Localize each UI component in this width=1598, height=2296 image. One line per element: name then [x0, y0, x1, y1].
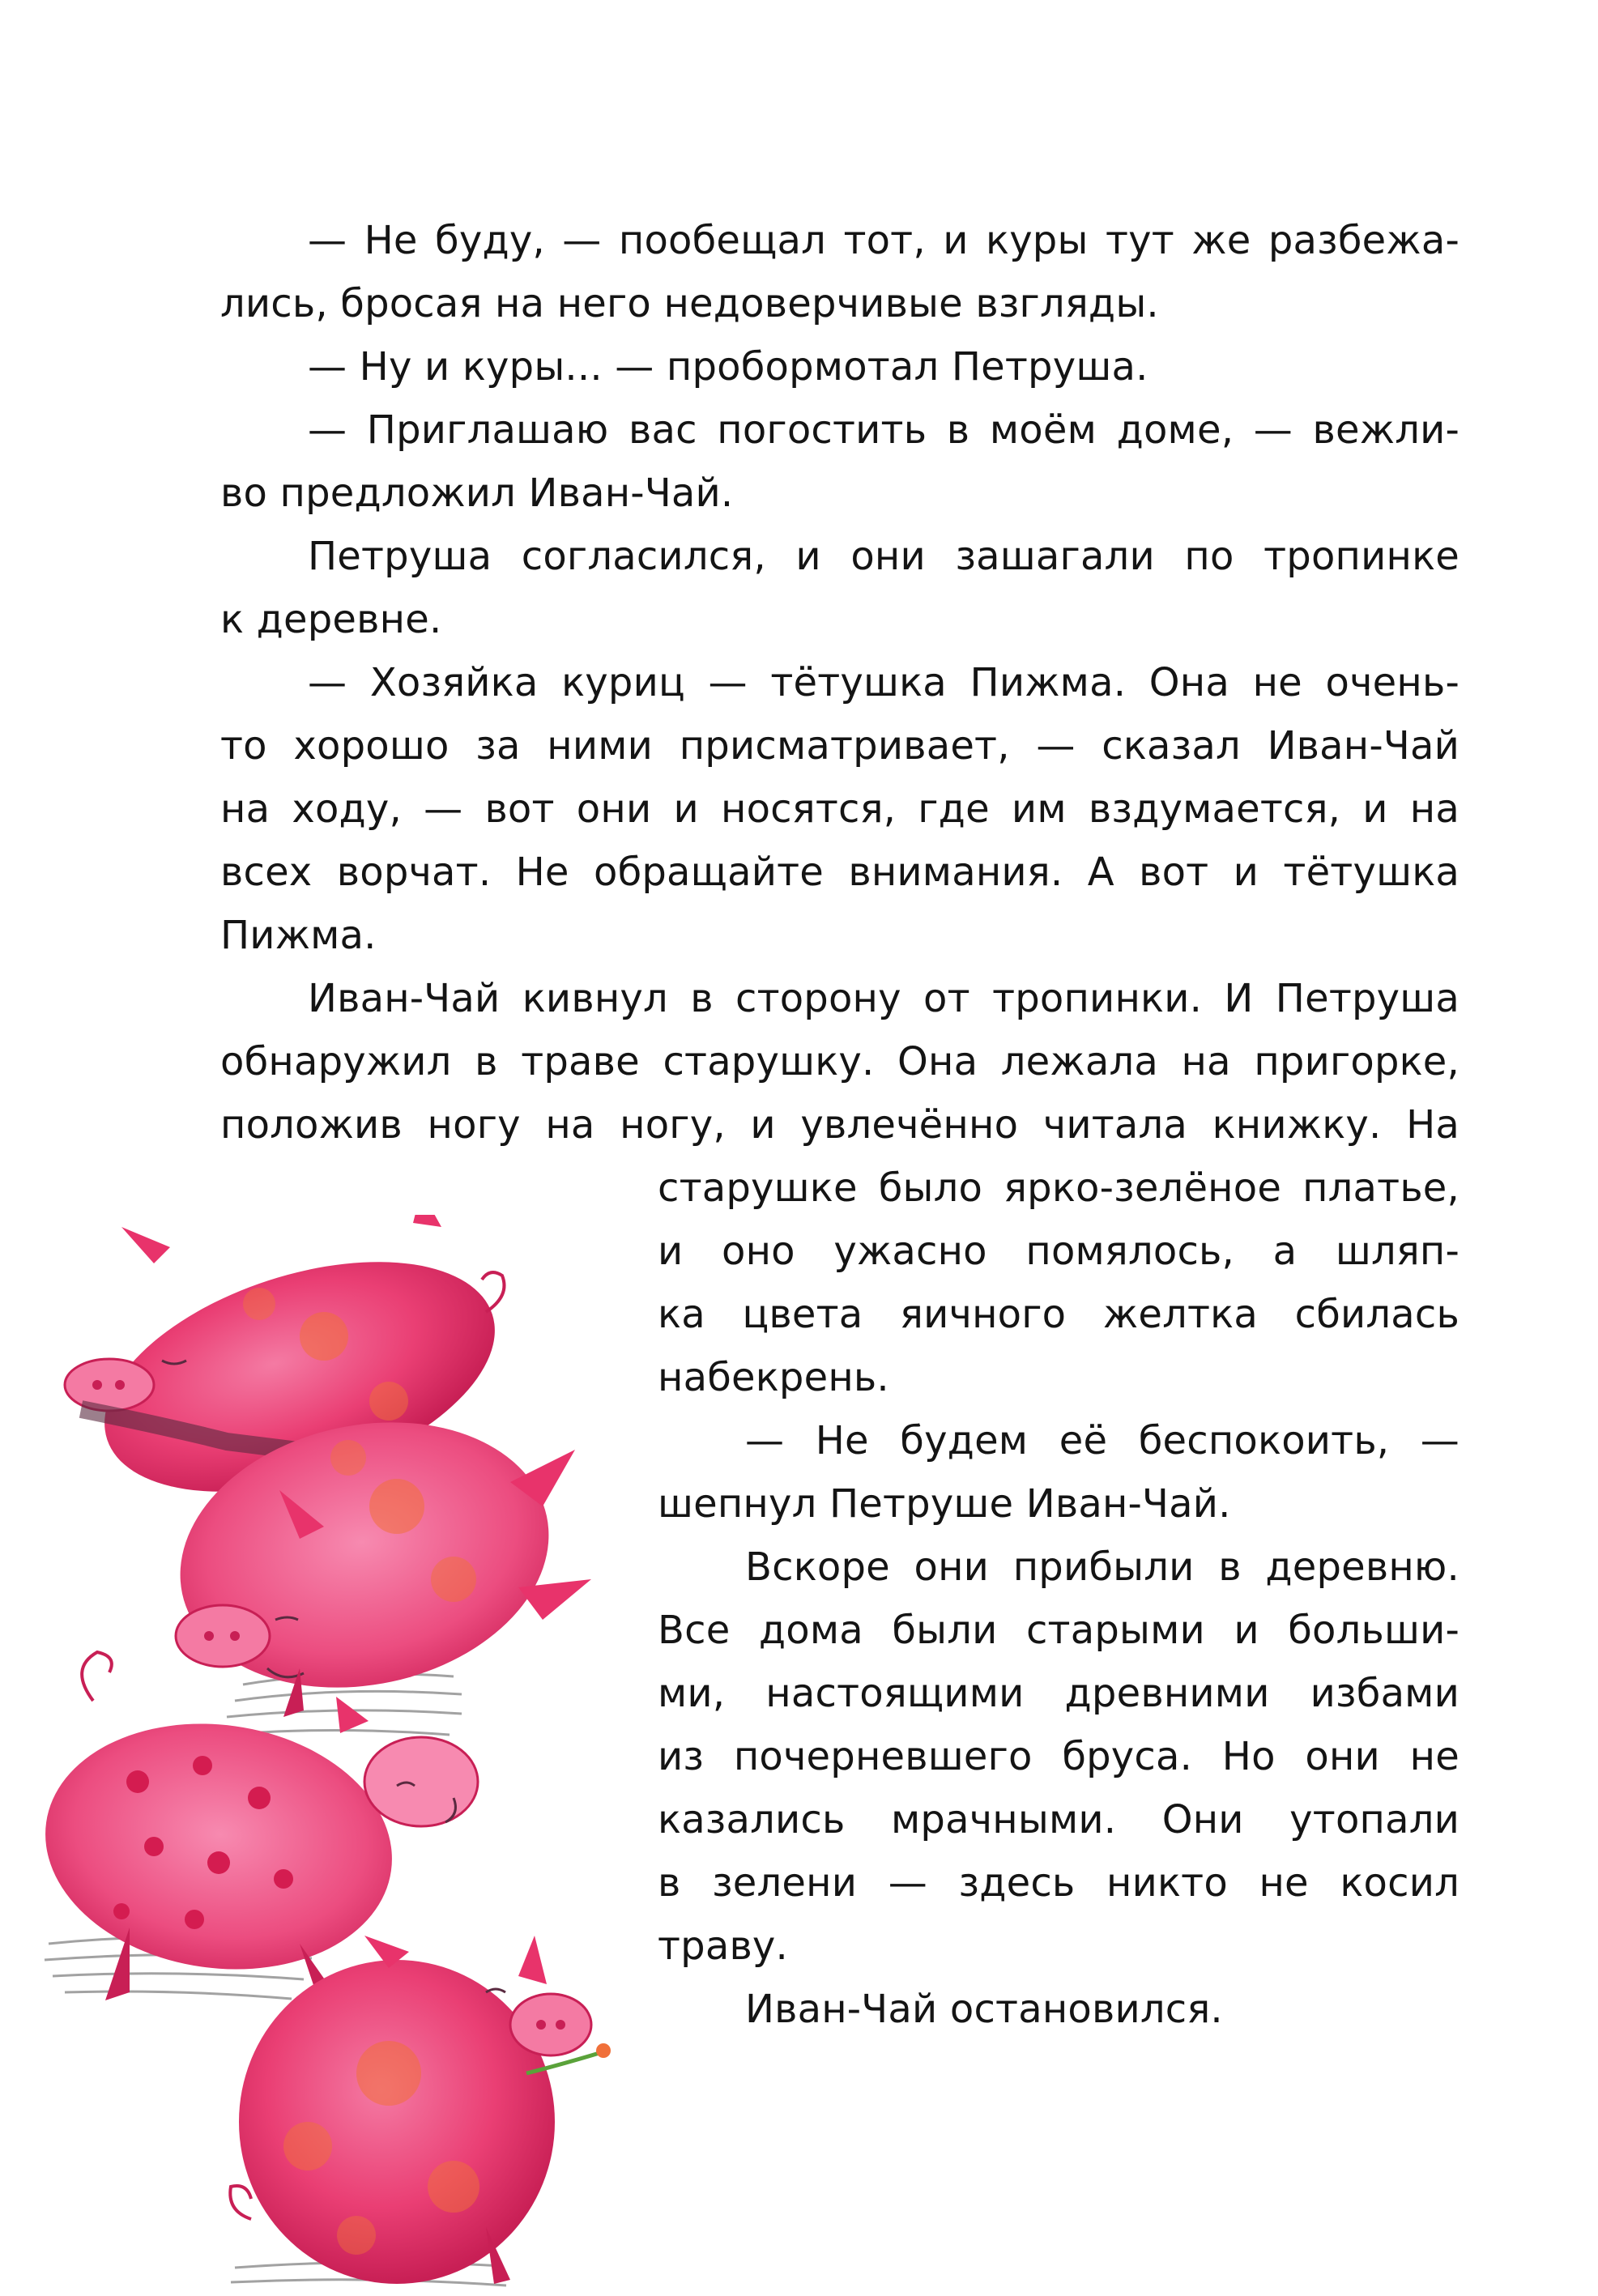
text-line: — Ну и куры... — пробормотал Петруша.: [308, 344, 1148, 390]
text-line: — Не будем её беспокоить, —: [745, 1418, 1460, 1463]
text-line: Пижма.: [220, 913, 377, 958]
text-line: траву.: [658, 1923, 788, 1969]
text-line: Вскоре они прибыли в деревню.: [745, 1544, 1460, 1590]
text-line: на ходу, — вот они и носятся, где им вздумается, и на: [220, 786, 1460, 832]
text-line: — Приглашаю вас погостить в моём доме, — вежли-: [308, 407, 1460, 453]
text-line: Петруша согласился, и они зашагали по тропинке: [308, 534, 1460, 579]
text-line: из почерневшего бруса. Но они не: [658, 1734, 1460, 1779]
pigs-illustration: [32, 1215, 648, 2296]
text-block-top: [220, 209, 1460, 1157]
text-line: Иван-Чай остановился.: [745, 1987, 1223, 2032]
text-line: ми, настоящими древними избами: [658, 1671, 1460, 1716]
text-line: старушке было ярко-зелёное платье,: [658, 1165, 1460, 1211]
text-line: шепнул Петруше Иван-Чай.: [658, 1481, 1231, 1527]
text-block-right: [658, 1157, 1460, 2041]
text-line: — Хозяйка куриц — тётушка Пижма. Она не очень-: [308, 660, 1460, 705]
text-line: набекрень.: [658, 1355, 889, 1400]
text-line: и оно ужасно помялось, а шляп-: [658, 1229, 1460, 1274]
text-line: обнаружил в траве старушку. Она лежала на пригорке,: [220, 1039, 1460, 1084]
text-line: всех ворчат. Не обращайте внимания. А вот и тётушка: [220, 850, 1460, 895]
text-line: к деревне.: [220, 597, 442, 642]
text-line: казались мрачными. Они утопали: [658, 1797, 1460, 1842]
text-line: лись, бросая на него недоверчивые взгляды.: [220, 281, 1159, 326]
text-line: Иван-Чай кивнул в сторону от тропинки. И Петруша: [308, 976, 1460, 1021]
text-line: ка цвета яичного желтка сбилась: [658, 1292, 1460, 1337]
text-line: положив ногу на ногу, и увлечённо читала книжку. На: [220, 1102, 1460, 1148]
text-line: — Не буду, — пообещал тот, и куры тут же разбежа-: [308, 218, 1460, 263]
text-line: во предложил Иван-Чай.: [220, 471, 734, 516]
pig-third: [32, 1652, 478, 2000]
text-line: в зелени — здесь никто не косил: [658, 1860, 1460, 1906]
pig-bottom: [230, 1936, 611, 2284]
text-line: Все дома были старыми и больши-: [658, 1608, 1460, 1653]
text-line: то хорошо за ними присматривает, — сказал Иван-Чай: [220, 723, 1460, 769]
